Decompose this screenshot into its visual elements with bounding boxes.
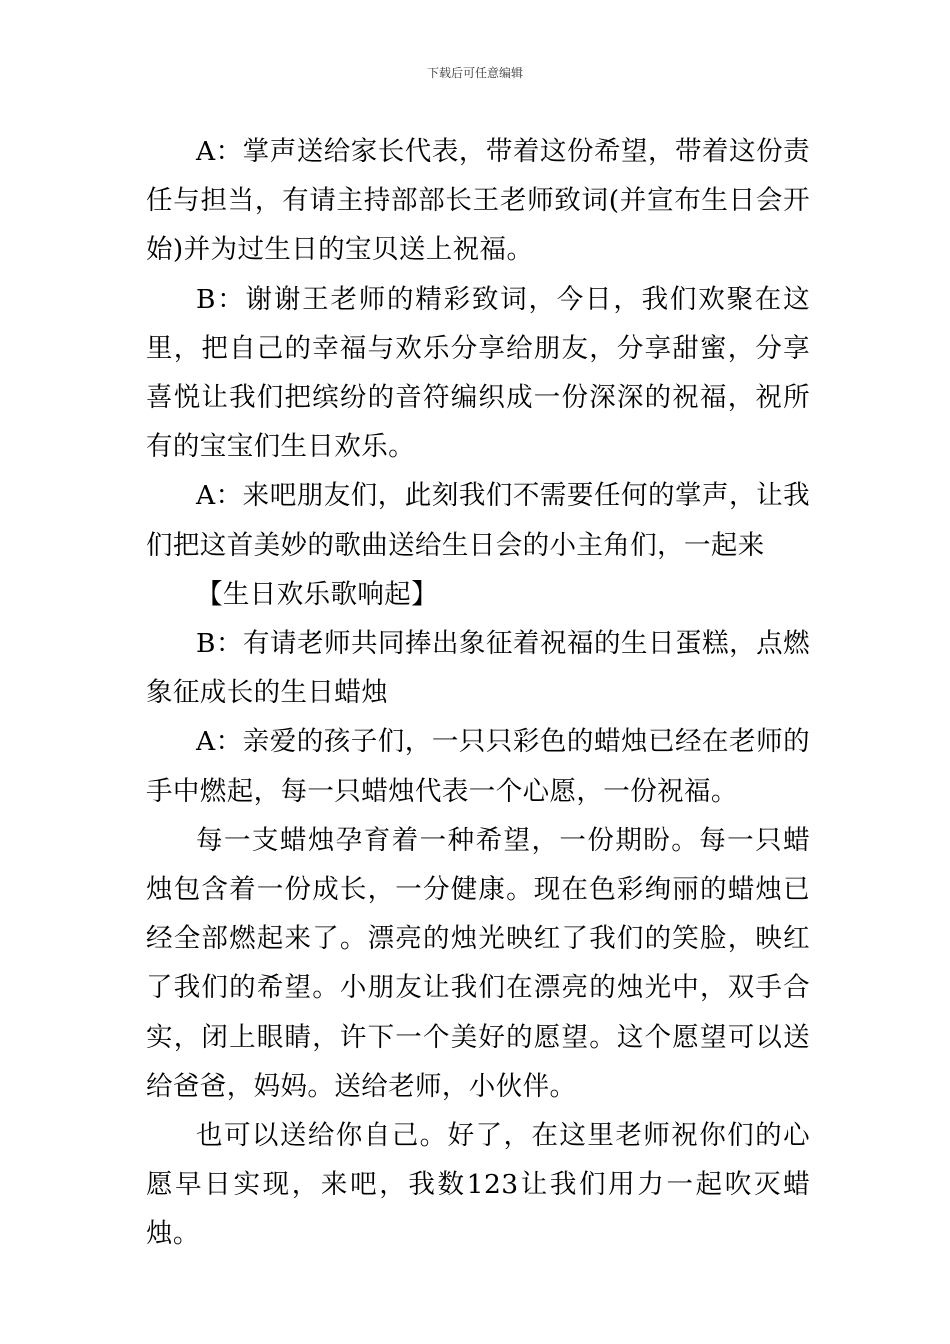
page-header-note: 下载后可任意编辑 — [426, 66, 523, 80]
paragraph-7: 每一支蜡烛孕育着一种希望，一份期盼。每一只蜡烛包含着一份成长，一分健康。现在色彩绚丽的蜡烛已经全部燃起来了。漂亮的烛光映红了我们的笑脸，映红了我们的希望。小朋友让我们在漂亮的烛光中，双手合实，闭上眼睛，许下一个美好的愿望。这个愿望可以送给爸爸，妈妈。送给老师，小伙伴。 — [146, 824, 810, 1102]
paragraph-5: B：有请老师共同捧出象征着祝福的生日蛋糕，点燃象征成长的生日蜡烛 — [146, 628, 810, 709]
document-body — [146, 127, 810, 1259]
paragraph-8: 也可以送给你自己。好了，在这里老师祝你们的心愿早日实现，来吧，我数123让我们用力一起吹灭蜡烛。 — [146, 1120, 810, 1250]
paragraph-3: A：来吧朋友们，此刻我们不需要任何的掌声，让我们把这首美妙的歌曲送给生日会的小主角们，一起来 — [146, 480, 810, 561]
paragraph-6: A：亲爱的孩子们，一只只彩色的蜡烛已经在老师的手中燃起，每一只蜡烛代表一个心愿，一份祝福。 — [146, 726, 810, 807]
paragraph-2: B：谢谢王老师的精彩致词，今日，我们欢聚在这里，把自己的幸福与欢乐分享给朋友，分享甜蜜，分享喜悦让我们把缤纷的音符编织成一份深深的祝福，祝所有的宝宝们生日欢乐。 — [146, 283, 810, 463]
paragraph-1: A：掌声送给家长代表，带着这份希望，带着这份责任与担当，有请主持部部长王老师致词(并宣布生日会开始)并为过生日的宝贝送上祝福。 — [146, 136, 810, 266]
paragraph-4-song-cue: 【生日欢乐歌响起】 — [196, 578, 439, 610]
